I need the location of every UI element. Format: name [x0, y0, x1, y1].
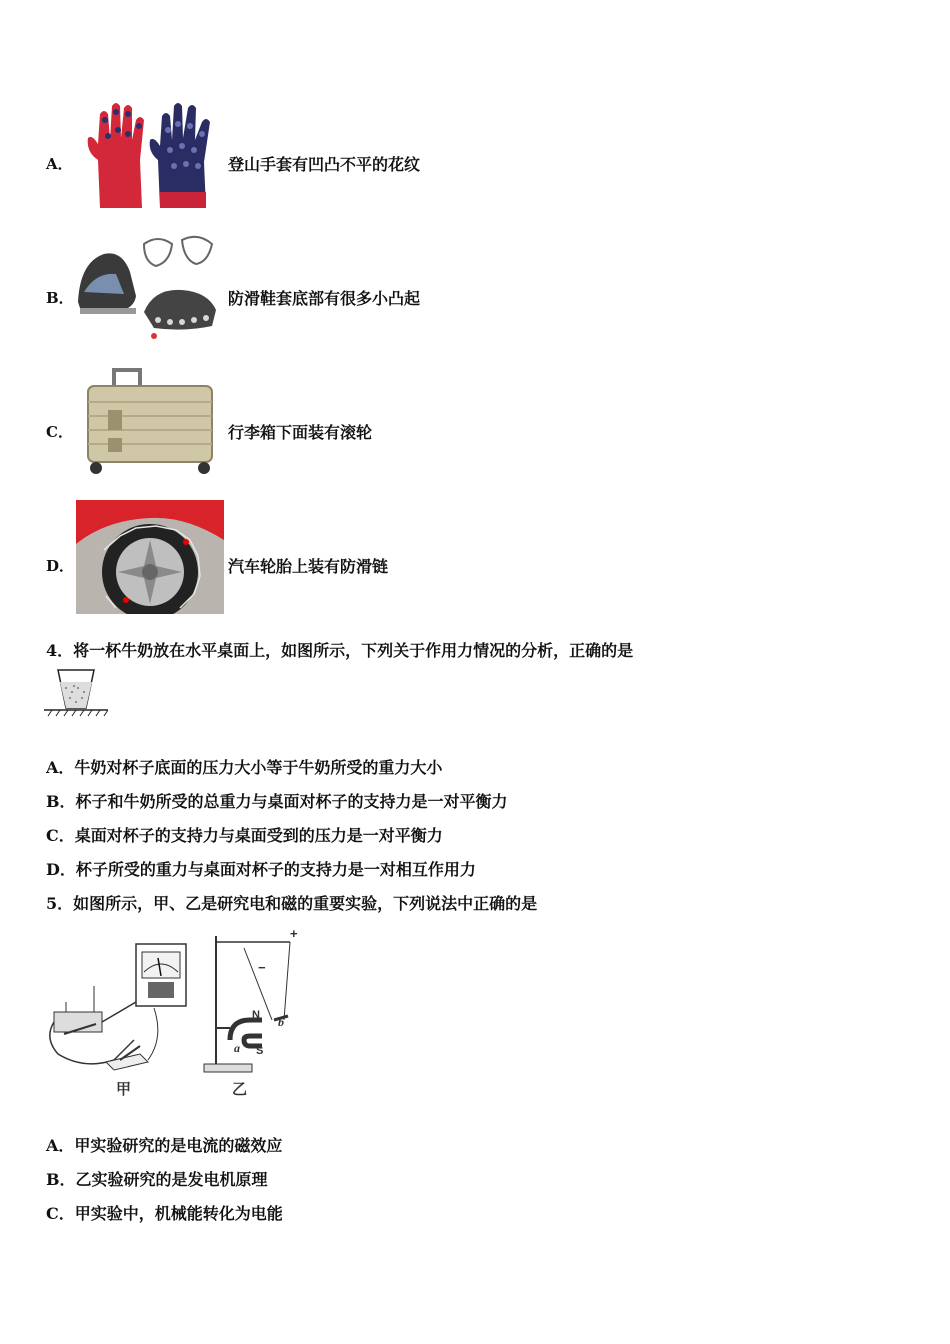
- q4-option-d: D．杯子所受的重力与桌面对杯子的支持力是一对相互作用力: [46, 860, 476, 879]
- label-s: S: [256, 1045, 264, 1057]
- q4-option-c: C．桌面对杯子的支持力与桌面受到的压力是一对平衡力: [46, 826, 443, 845]
- option-a-text: 登山手套有凹凸不平的花纹: [228, 155, 421, 174]
- option-b-letter: B．: [46, 289, 74, 307]
- electromagnetism-experiment-figure: [44, 928, 344, 1104]
- gloves-image: [78, 100, 228, 212]
- q5-stem: 5．如图所示，甲、乙是研究电和磁的重要实验，下列说法中正确的是: [46, 894, 538, 913]
- label-jia: 甲: [116, 1082, 132, 1098]
- q4-option-a: A．牛奶对杯子底面的压力大小等于牛奶所受的重力大小: [46, 758, 443, 777]
- suitcase-image: [84, 368, 216, 476]
- milk-cup-figure: [44, 668, 108, 718]
- label-plus: +: [290, 928, 298, 941]
- option-d-letter: D．: [46, 557, 75, 575]
- q5-option-a: A．甲实验研究的是电流的磁效应: [46, 1136, 283, 1155]
- label-a: a: [234, 1041, 240, 1055]
- label-n: N: [252, 1009, 260, 1021]
- option-c-letter: C．: [46, 423, 73, 441]
- tire-chain-image: [76, 500, 224, 614]
- label-minus: −: [258, 960, 266, 975]
- q4-stem: 4．将一杯牛奶放在水平桌面上，如图所示，下列关于作用力情况的分析，正确的是: [46, 641, 634, 660]
- label-b: b: [278, 1015, 284, 1029]
- shoe-covers-image: [74, 232, 224, 344]
- option-c-text: 行李箱下面装有滚轮: [228, 423, 373, 442]
- option-d-text: 汽车轮胎上装有防滑链: [228, 557, 389, 576]
- q4-option-b: B．杯子和牛奶所受的总重力与桌面对杯子的支持力是一对平衡力: [46, 792, 508, 811]
- q5-option-c: C．甲实验中，机械能转化为电能: [46, 1204, 283, 1223]
- option-b-text: 防滑鞋套底部有很多小凸起: [228, 289, 421, 308]
- option-a-letter: A．: [46, 155, 73, 173]
- label-yi: 乙: [232, 1082, 248, 1098]
- q5-option-b: B．乙实验研究的是发电机原理: [46, 1170, 268, 1189]
